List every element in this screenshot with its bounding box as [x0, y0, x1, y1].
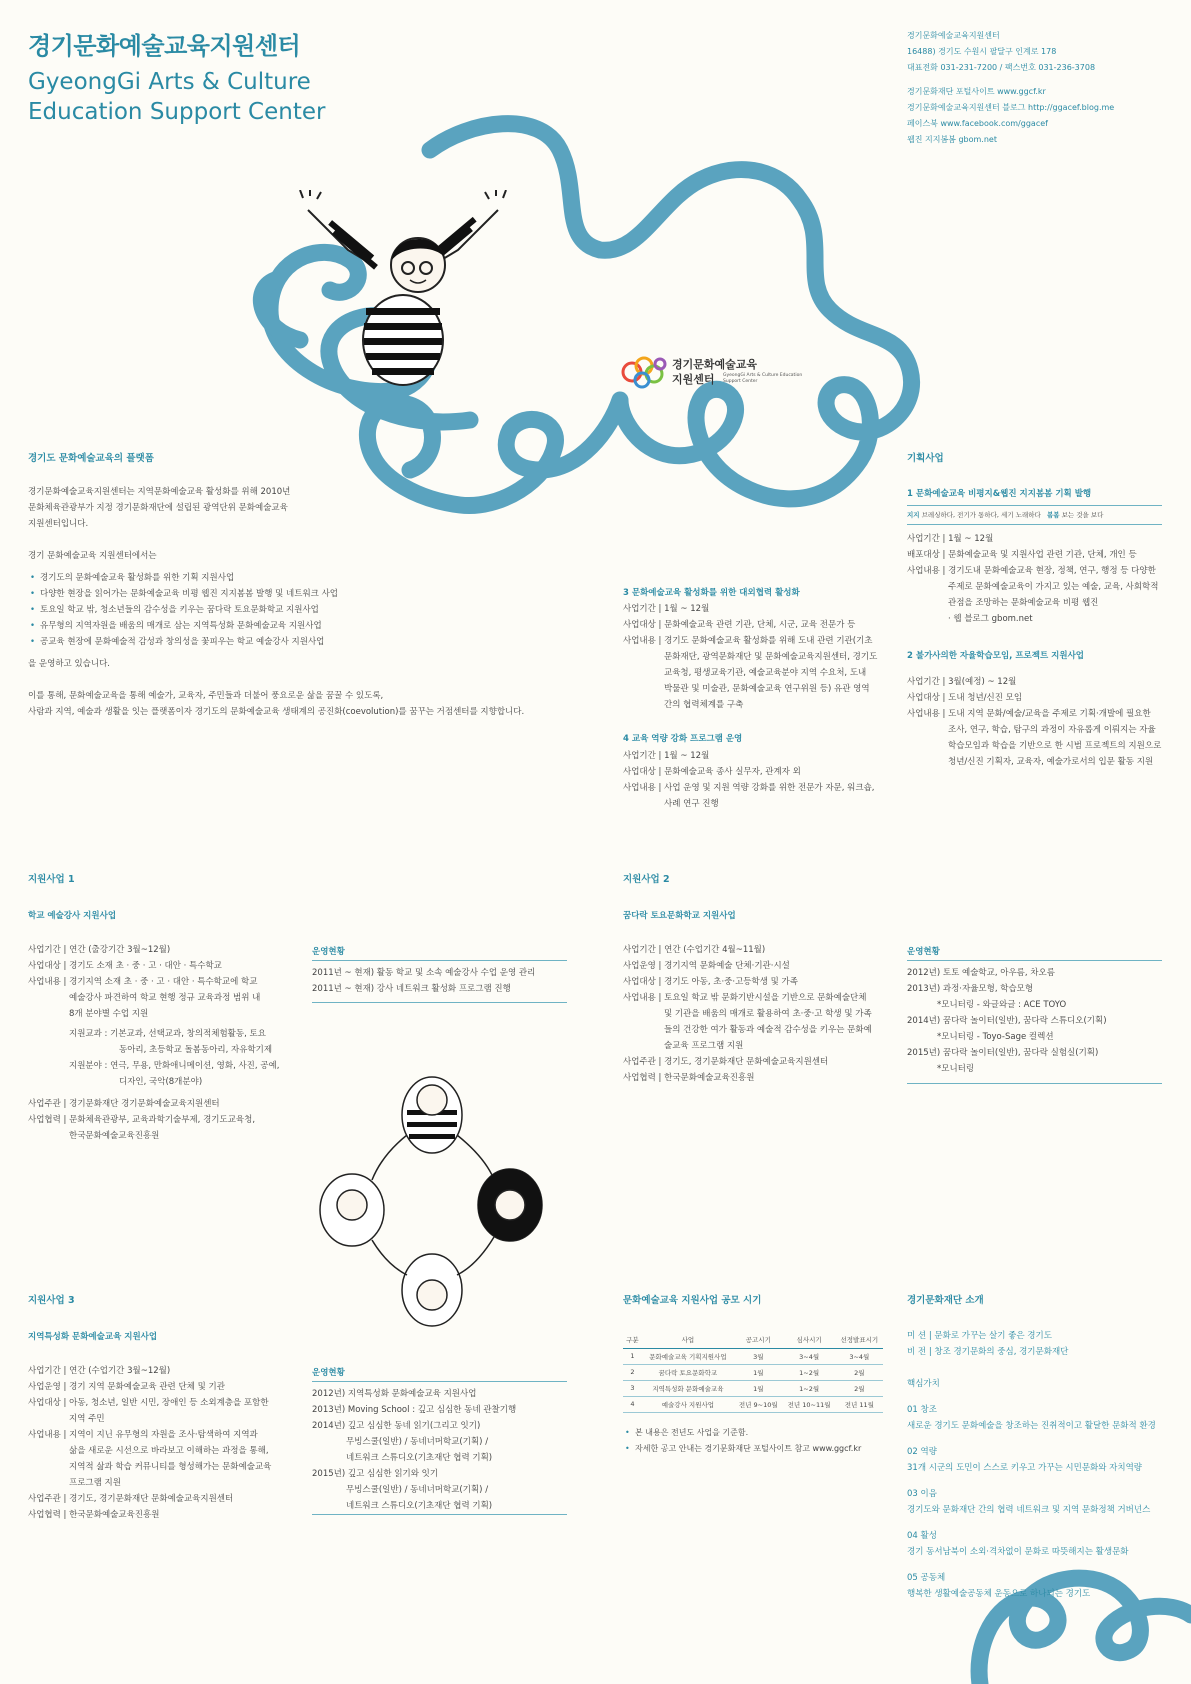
info-line: 프로그램 지원	[69, 1478, 121, 1488]
status-line: *모니터링	[937, 1064, 975, 1074]
divider	[312, 1514, 567, 1515]
table-header-row	[623, 1332, 883, 1348]
core-value-name: 02 역량	[907, 1447, 937, 1457]
info-line: 사업기간 | 연간 (수업기간 3월~12월)	[28, 1366, 171, 1376]
contact-phone: 대표전화 031-231-7200 / 팩스번호 031-236-3708	[907, 63, 1096, 72]
info-line: 및 기관을 배움의 매개로 활용하여 초·중·고 학생 및 가족	[664, 1009, 872, 1019]
platform-closing-line: 이를 통해, 문화예술교육을 통해 예술가, 교육자, 주민들과 더불어 풍요로운 삶을 꿈꿀 수 있도록,	[28, 691, 384, 701]
table-cell: 전년 10~11월	[783, 1396, 836, 1412]
core-value-name: 04 활성	[907, 1531, 937, 1541]
tag-text: 브레싱하다, 전기가 통하다, 세기 노래하다	[921, 511, 1041, 519]
vision-line: 비 전 | 창조 경기문화의 중심, 경기문화재단	[907, 1347, 1069, 1357]
info-line: 교육청, 평생교육기관, 예술교육분야 지역 수요처, 도내	[664, 668, 867, 678]
info-line: 한국문화예술교육진흥원	[69, 1131, 160, 1141]
column-header: 심사시기	[783, 1332, 836, 1348]
table-row	[623, 1364, 883, 1380]
divider	[312, 1381, 567, 1382]
platform-intro-line: 지원센터입니다.	[28, 519, 89, 529]
core-value-name: 01 창조	[907, 1405, 937, 1415]
planning-p2-title: 2 불가사의한 자율학습모임, 프로젝트 지원사업	[907, 651, 1084, 661]
info-line: 사업내용 | 사업 운영 및 지원 역량 강화를 위한 전문가 자문, 워크숍,	[623, 783, 875, 793]
status-line: 2014년) 꿈다락 놀이터(일반), 꿈다락 스튜디오(기획)	[907, 1016, 1107, 1026]
planning-p3-title: 3 문화예술교육 활성화를 위한 대외협력 활성화	[623, 588, 800, 598]
info-line: 사례 연구 진행	[664, 799, 719, 809]
contact-portal-link[interactable]: 경기문화재단 포털사이트 www.ggcf.kr	[907, 87, 1046, 96]
divider	[907, 1083, 1162, 1084]
info-line: 사업대상 | 경기도 소재 초 · 중 · 고 · 대안 · 특수학교	[28, 961, 222, 971]
core-value-name: 05 공동체	[907, 1573, 946, 1583]
info-line: 사업내용 | 경기도 문화예술교육 활성화를 위해 도내 관련 기관(기초	[623, 636, 873, 646]
tag-label: 지지	[907, 511, 920, 519]
status-line: 2012년) 지역특성화 문화예술교육 지원사업	[312, 1389, 477, 1399]
info-line: 사업기간 | 3월(예정) ~ 12월	[907, 677, 1017, 687]
info-line: 사업주관 | 경기문화재단 경기문화예술교육지원센터	[28, 1099, 220, 1109]
platform-intro-line: 경기문화예술교육지원센터는 지역문화예술교육 활성화를 위해 2010년	[28, 487, 291, 497]
logo-text-kr-1: 경기문화예술교육	[672, 358, 758, 371]
divider	[907, 524, 1162, 525]
status-line: 2014년) 깊고 심심한 동네 읽기(그리고 잇기)	[312, 1421, 481, 1431]
table-cell: 1	[623, 1348, 642, 1364]
planning-p1-title: 1 문화예술교육 비평지&웹진 지지봄봄 기획 발행	[907, 489, 1092, 499]
core-value-desc: 행복한 생활예술공동체 운동으로 하나되는 경기도	[907, 1589, 1091, 1599]
platform-closing-line: 사람과 지역, 예술과 생활을 잇는 플랫폼이자 경기도의 문화예술교육 생태계의 공진화(coevolution)를 꿈꾸는 거점센터를 지향합니다.	[28, 707, 525, 717]
info-line: 사업운영 | 경기지역 문화예술 단체·기관·시설	[623, 961, 790, 971]
planning-p4-title: 4 교육 역량 강화 프로그램 운영	[623, 734, 743, 744]
info-line: 지원교과 : 기본교과, 선택교과, 창의적체험활동, 토요	[69, 1029, 266, 1039]
page-title-en-1: GyeongGi Arts & Culture	[28, 69, 311, 95]
core-value-desc: 새로운 경기도 문화예술을 창조하는 진취적이고 활달한 문화적 환경	[907, 1421, 1156, 1431]
status-line: 2011년 ~ 현재) 활동 학교 및 소속 예술강사 수업 운영 관리	[312, 968, 536, 978]
logo-text-en-1: GyeongGi Arts & Culture Education	[723, 373, 803, 378]
info-line: 사업협력 | 한국문화예술교육진흥원	[28, 1510, 160, 1520]
core-values-title: 핵심가치	[907, 1379, 940, 1389]
info-line: 사업대상 | 문화예술교육 관련 기관, 단체, 시군, 교육 전문가 등	[623, 620, 856, 630]
center-logo	[620, 354, 820, 394]
contact-org: 경기문화예술교육지원센터	[907, 31, 1000, 40]
table-cell: 1월	[734, 1380, 782, 1396]
info-line: 지원분야 : 연극, 무용, 만화애니메이션, 영화, 사진, 공예,	[69, 1061, 280, 1071]
people-circle-illustration	[312, 1065, 552, 1335]
support3-body	[28, 1363, 271, 1523]
status-line: 네트워크 스튜디오(기초재단 협력 기획)	[346, 1453, 493, 1463]
info-line: 사업협력 | 문화체육관광부, 교육과학기술부제, 경기도교육청,	[28, 1115, 256, 1125]
core-value-desc: 경기도와 문화재단 간의 협력 네트워크 및 지역 문화정책 거버넌스	[907, 1505, 1151, 1515]
planning-p4-body	[623, 748, 874, 812]
info-line: 사업기간 | 1월 ~ 12월	[623, 604, 710, 614]
support2-status-title: 운영현황	[907, 947, 940, 957]
contact-webzine-link[interactable]: 웹진 지지봄봄 gbom.net	[907, 135, 997, 144]
tag-label: 봄봄	[1046, 511, 1060, 519]
core-value-desc: 경기 동서남북이 소외·격차없이 문화로 따뜻해지는 활생문화	[907, 1547, 1129, 1557]
support2-title: 지원사업 2	[623, 874, 670, 885]
tag-text: 보는 것을 보다	[1061, 511, 1104, 519]
table-cell: 1~2월	[783, 1380, 836, 1396]
divider	[312, 960, 567, 961]
table-cell: 3~4월	[836, 1348, 883, 1364]
info-line: 박물관 및 미술관, 문화예술교육 연구위원 등) 유관 영역	[664, 684, 870, 694]
core-value-name: 03 이음	[907, 1489, 937, 1499]
schedule-title: 문화예술교육 지원사업 공모 시기	[623, 1295, 762, 1306]
table-cell: 지역특성화 문화예술교육	[642, 1380, 734, 1396]
support2-subtitle: 꿈다락 토요문화학교 지원사업	[623, 911, 736, 921]
info-line: 사업협력 | 한국문화예술교육진흥원	[623, 1073, 755, 1083]
info-line: 사업내용 | 지역이 지닌 유무형의 자원을 조사·탐색하여 지역과	[28, 1430, 258, 1440]
support1-subtitle: 학교 예술강사 지원사업	[28, 911, 117, 921]
status-line: 2015년) 깊고 심심한 읽기와 잇기	[312, 1469, 439, 1479]
planning-title: 기획사업	[907, 453, 944, 464]
info-line: 조사, 연구, 학습, 탐구의 과정이 자유롭게 이뤄지는 자율	[948, 725, 1156, 735]
table-cell: 3월	[734, 1348, 782, 1364]
info-line: 사업내용 | 경기도내 문화예술교육 현장, 정책, 연구, 행정 등 다양한	[907, 566, 1156, 576]
person-illustration-top	[288, 190, 518, 410]
table-cell: 꿈다락 토요문화학교	[642, 1364, 734, 1380]
divider	[907, 960, 1162, 961]
info-line: 술교육 프로그램 지원	[664, 1041, 744, 1051]
platform-intro-line: 문화체육관광부가 지정 경기문화재단에 설립된 광역단위 문화예술교육	[28, 503, 288, 513]
platform-tail: 을 운영하고 있습니다.	[28, 659, 111, 669]
column-header: 공고시기	[734, 1332, 782, 1348]
platform-bullet-list	[28, 570, 524, 650]
list-item: • 경기도의 문화예술교육 활성화를 위한 기획 지원사업	[28, 570, 524, 586]
contact-address: 16488) 경기도 수원시 팔달구 인계로 178	[907, 47, 1057, 56]
list-item: • 유무형의 지역자원을 배움의 매개로 삼는 지역특성화 문화예술교육 지원사업	[28, 618, 524, 634]
platform-lead: 경기 문화예술교육 지원센터에서는	[28, 551, 157, 561]
status-line: 2013년) 과정·자율모형, 학습모형	[907, 984, 1034, 994]
header	[28, 26, 325, 127]
logo-text-kr-2: 지원센터	[672, 373, 715, 386]
table-cell: 3	[623, 1380, 642, 1396]
status-line: 2015년) 꿈다락 놀이터(일반), 꿈다락 실험실(기획)	[907, 1048, 1099, 1058]
column-header: 구분	[623, 1332, 642, 1348]
table-cell: 1월	[734, 1364, 782, 1380]
planning-p3-body	[623, 601, 877, 713]
info-line: 들의 건강한 여가 활동과 예술적 감수성을 키우는 문화예	[664, 1025, 872, 1035]
info-line: 간의 협력체계를 구축	[664, 700, 744, 710]
webzine-tagline	[907, 510, 1103, 519]
planning-p1-body	[907, 531, 1158, 627]
status-line: 2011년 ~ 현재) 강사 네트워크 활성화 프로그램 진행	[312, 984, 511, 994]
mission-line: 미 션 | 문화로 가꾸는 살기 좋은 경기도	[907, 1331, 1052, 1341]
contact-blog-link[interactable]: 경기문화예술교육지원센터 블로그 http://ggacef.blog.me	[907, 103, 1115, 112]
support3-subtitle: 지역특성화 문화예술교육 지원사업	[28, 1332, 158, 1342]
platform-title: 경기도 문화예술교육의 플랫폼	[28, 453, 154, 464]
table-cell: 문화예술교육 기획지원사업	[642, 1348, 734, 1364]
status-line: *모니터링 - 와글와글 : ACE TOYO	[937, 1000, 1067, 1010]
logo-text-en-2: Support Center	[723, 379, 758, 384]
list-item: • 공교육 현장에 문화예술적 감성과 창의성을 꽃피우는 학교 예술강사 지원사업	[28, 634, 524, 650]
support3-status-title: 운영현황	[312, 1368, 345, 1378]
table-cell: 2	[623, 1364, 642, 1380]
status-line: 무빙스쿨(일반) / 동네너머학교(기획) /	[346, 1437, 489, 1447]
info-line: 사업대상 | 경기도 아동, 초·중·고등학생 및 가족	[623, 977, 798, 987]
info-line: 지역 주민	[69, 1414, 105, 1424]
info-line: 사업기간 | 1월 ~ 12월	[623, 751, 710, 761]
info-line: 사업내용 | 경기지역 소재 초 · 중 · 고 · 대안 · 특수학교에 학교	[28, 977, 258, 987]
list-item: • 본 내용은 전년도 사업을 기준함.	[623, 1425, 861, 1441]
info-line: 사업대상 | 아동, 청소년, 일반 시민, 장애인 등 소외계층을 포함한	[28, 1398, 269, 1408]
table-cell: 전년 11월	[836, 1396, 883, 1412]
status-line: *모니터링 - Toyo-Sage 컬렉션	[937, 1032, 1054, 1042]
support1-status-title: 운영현황	[312, 947, 345, 957]
planning-p2-body	[907, 674, 1161, 770]
schedule-notes	[623, 1425, 861, 1457]
contact-block	[907, 28, 1114, 148]
core-value-desc: 31개 시군의 도민이 스스로 키우고 가꾸는 시민문화와 자치역량	[907, 1463, 1143, 1473]
column-header: 선정발표시기	[836, 1332, 883, 1348]
list-item: • 다양한 현장을 읽어가는 문화예술교육 비평 웹진 지지봄봄 발행 및 네트워크 사업	[28, 586, 524, 602]
table-row	[623, 1380, 883, 1396]
table-row	[623, 1348, 883, 1364]
table-cell: 1~2월	[783, 1364, 836, 1380]
info-line: 예술강사 파견하여 학교 현행 정규 교육과정 범위 내	[69, 993, 261, 1003]
foundation-title: 경기문화재단 소개	[907, 1295, 984, 1306]
page-title: 경기문화예술교육지원센터	[28, 32, 301, 60]
info-line: 사업기간 | 1월 ~ 12월	[907, 534, 994, 544]
support1-title: 지원사업 1	[28, 874, 75, 885]
status-line: 네트워크 스튜디오(기초재단 협력 기획)	[346, 1501, 493, 1511]
table-cell: 전년 9~10월	[734, 1396, 782, 1412]
info-line: 삶을 새로운 시선으로 바라보고 이해하는 과정을 통해,	[69, 1446, 269, 1456]
status-line: 무빙스쿨(일반) / 동네너머학교(기획) /	[346, 1485, 489, 1495]
info-line: 사업대상 | 도내 청년/신진 모임	[907, 693, 1023, 703]
table-cell: 4	[623, 1396, 642, 1412]
table-cell: 2월	[836, 1364, 883, 1380]
info-line: 배포대상 | 문화예술교육 및 지원사업 관련 기관, 단체, 개인 등	[907, 550, 1137, 560]
info-line: 동아리, 초등학교 돌봄동아리, 자유학기제	[119, 1045, 273, 1055]
list-item: • 토요일 학교 밖, 청소년들의 감수성을 키우는 꿈다락 토요문화학교 지원사업	[28, 602, 524, 618]
support1-status	[312, 965, 535, 997]
info-line: · 웹 블로그 gbom.net	[948, 614, 1033, 624]
info-line: 8개 분야별 수업 지원	[69, 1009, 149, 1019]
foundation-body	[907, 1328, 1156, 1602]
support2-body	[623, 942, 872, 1086]
info-line: 사업내용 | 토요일 학교 밖 문화기반시설을 기반으로 문화예술단체	[623, 993, 867, 1003]
info-line: 사업주관 | 경기도, 경기문화재단 문화예술교육지원센터	[28, 1494, 234, 1504]
support1-body	[28, 942, 279, 1144]
info-line: 사업주관 | 경기도, 경기문화재단 문화예술교육지원센터	[623, 1057, 829, 1067]
info-line: 디자인, 국악(8개분야)	[119, 1077, 203, 1087]
page-title-en-2: Education Support Center	[28, 99, 326, 125]
schedule-table	[623, 1332, 883, 1413]
divider	[907, 505, 1162, 506]
status-line: 2013년) Moving School : 깊고 심심한 동네 관찰기행	[312, 1405, 517, 1415]
info-line: 관점을 조망하는 문화예술교육 비평 웹진	[948, 598, 1099, 608]
status-line: 2012년) 토토 예술학교, 아우름, 차오름	[907, 968, 1055, 978]
support3-status	[312, 1386, 516, 1514]
info-line: 문화재단, 광역문화재단 및 문화예술교육지원센터, 경기도	[664, 652, 878, 662]
table-cell: 예술강사 지원사업	[642, 1396, 734, 1412]
column-header: 사업	[642, 1332, 734, 1348]
info-line: 사업대상 | 문화예술교육 종사 실무자, 관계자 외	[623, 767, 801, 777]
table-cell: 3~4월	[783, 1348, 836, 1364]
support3-title: 지원사업 3	[28, 1295, 75, 1306]
divider	[312, 1002, 567, 1003]
info-line: 사업기간 | 연간 (출강기간 3월~12월)	[28, 945, 171, 955]
list-item: • 자세한 공고 안내는 경기문화재단 포털사이트 참고 www.ggcf.kr	[623, 1441, 861, 1457]
table-row	[623, 1396, 883, 1412]
platform-intro	[28, 484, 524, 720]
info-line: 학습모임과 학습을 기반으로 한 시범 프로젝트의 지원으로	[948, 741, 1162, 751]
info-line: 사업기간 | 연간 (수업기간 4월~11월)	[623, 945, 766, 955]
table-cell: 2월	[836, 1380, 883, 1396]
info-line: 지역적 삶과 학습 커뮤니티를 형성해가는 문화예술교육	[69, 1462, 272, 1472]
support2-status	[907, 965, 1107, 1077]
contact-facebook-link[interactable]: 페이스북 www.facebook.com/ggacef	[907, 119, 1048, 128]
info-line: 사업내용 | 도내 지역 문화/예술/교육을 주제로 기획·개발에 필요한	[907, 709, 1151, 719]
info-line: 주제로 문화예술교육이 가지고 있는 예술, 교육, 사회학적	[948, 582, 1159, 592]
logo-mark-icon	[620, 354, 668, 390]
info-line: 청년/신진 기획자, 교육자, 예술가로서의 입문 활동 지원	[948, 757, 1154, 767]
info-line: 사업운영 | 경기 지역 문화예술교육 관련 단체 및 기관	[28, 1382, 225, 1392]
